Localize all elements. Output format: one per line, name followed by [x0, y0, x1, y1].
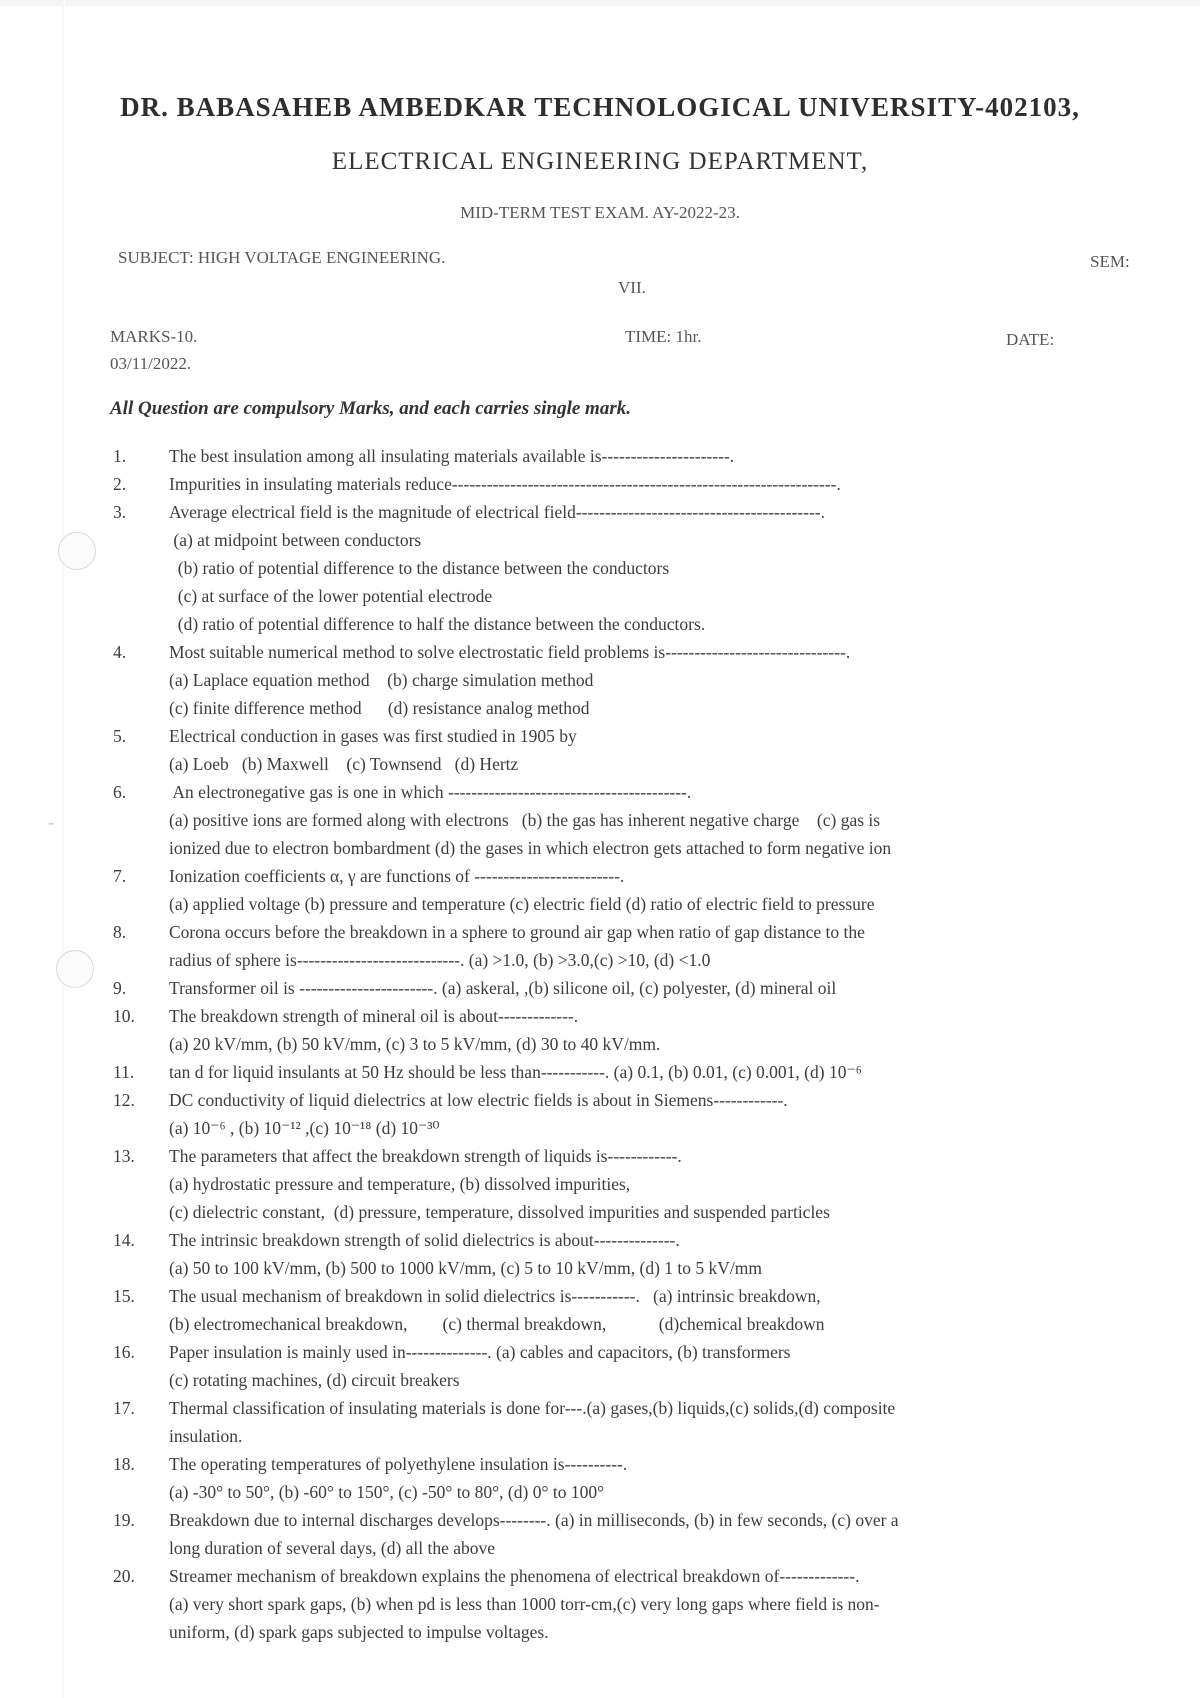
date-label: DATE: — [1006, 330, 1055, 349]
question-item — [113, 1002, 1173, 1058]
question-text: Transformer oil is -----------------------. (a) askeral, ,(b) silicone oil, (c) polyester, (d) mineral oil — [169, 978, 837, 998]
question-text: The best insulation among all insulating materials available is----------------------. — [169, 446, 735, 466]
question-number: 18. — [113, 1454, 135, 1474]
punch-hole-upper — [58, 532, 96, 570]
question-item — [113, 1142, 1173, 1226]
question-option-line: (c) finite difference method (d) resistance analog method — [169, 698, 590, 718]
question-item — [113, 974, 1173, 1002]
question-option-line: (a) very short spark gaps, (b) when pd is less than 1000 torr-cm,(c) very long gaps where field is non- — [169, 1594, 880, 1614]
question-option-line: (a) -30° to 50°, (b) -60° to 150°, (c) -50° to 80°, (d) 0° to 100° — [169, 1482, 605, 1502]
question-item — [113, 918, 1173, 974]
question-item — [113, 442, 1173, 470]
question-text: Thermal classification of insulating materials is done for---.(a) gases,(b) liquids,(c) solids,(d) composite — [169, 1398, 896, 1418]
question-text: Electrical conduction in gases was first studied in 1905 by — [169, 726, 577, 746]
question-number: 15. — [113, 1286, 135, 1306]
question-item — [113, 1086, 1173, 1142]
question-number: 11. — [113, 1062, 135, 1082]
question-text: The parameters that affect the breakdown strength of liquids is------------. — [169, 1146, 682, 1166]
question-option-line: (a) hydrostatic pressure and temperature, (b) dissolved impurities, — [169, 1174, 631, 1194]
question-list — [113, 442, 1173, 1646]
question-item — [113, 862, 1173, 918]
question-option-line: radius of sphere is----------------------------. (a) >1.0, (b) >3.0,(c) >10, (d) <1.0 — [169, 950, 711, 970]
question-option-line: (c) dielectric constant, (d) pressure, temperature, dissolved impurities and suspended particles — [169, 1202, 830, 1222]
scan-top-edge — [0, 0, 1200, 6]
question-item — [113, 1282, 1173, 1338]
question-text: The usual mechanism of breakdown in solid dielectrics is-----------. (a) intrinsic breakdown, — [169, 1286, 821, 1306]
question-option-line: (a) 10⁻⁶ , (b) 10⁻¹² ,(c) 10⁻¹⁸ (d) 10⁻³⁰ — [169, 1118, 440, 1138]
question-text: Streamer mechanism of breakdown explains the phenomena of electrical breakdown of-------------. — [169, 1566, 860, 1586]
question-item — [113, 778, 1173, 862]
question-number: 7. — [113, 866, 127, 886]
question-option-line: insulation. — [169, 1426, 243, 1446]
question-option-line: (a) Laplace equation method (b) charge simulation method — [169, 670, 594, 690]
question-item — [113, 722, 1173, 778]
punch-hole-lower — [56, 950, 94, 988]
department-name: ELECTRICAL ENGINEERING DEPARTMENT, — [331, 148, 869, 175]
question-text: Ionization coefficients α, γ are functions of -------------------------. — [169, 866, 625, 886]
question-number: 16. — [113, 1342, 135, 1362]
question-text: Paper insulation is mainly used in--------------. (a) cables and capacitors, (b) transformers — [169, 1342, 791, 1362]
scan-left-edge — [62, 0, 65, 1698]
question-option-line: ionized due to electron bombardment (d) the gases in which electron gets attached to form negative ion — [169, 838, 892, 858]
question-text: DC conductivity of liquid dielectrics at low electric fields is about in Siemens------------. — [169, 1090, 788, 1110]
question-text: The operating temperatures of polyethylene insulation is----------. — [169, 1454, 628, 1474]
question-text: The intrinsic breakdown strength of solid dielectrics is about--------------. — [169, 1230, 680, 1250]
question-text: Breakdown due to internal discharges develops--------. (a) in milliseconds, (b) in few seconds, (c) over a — [169, 1510, 899, 1530]
question-number: 6. — [113, 782, 127, 802]
question-number: 3. — [113, 502, 127, 522]
question-number: 1. — [113, 446, 127, 466]
question-number: 8. — [113, 922, 127, 942]
question-number: 2. — [113, 474, 127, 494]
university-name: DR. BABASAHEB AMBEDKAR TECHNOLOGICAL UNIVERSITY-402103, — [120, 92, 1080, 122]
question-item — [113, 1450, 1173, 1506]
question-number: 19. — [113, 1510, 135, 1530]
question-item — [113, 1506, 1173, 1562]
date-value: 03/11/2022. — [110, 354, 192, 373]
question-item — [113, 638, 1173, 722]
question-option-line: (c) rotating machines, (d) circuit breakers — [169, 1370, 460, 1390]
question-item — [113, 1338, 1173, 1394]
question-option-line: uniform, (d) spark gaps subjected to impulse voltages. — [169, 1622, 549, 1642]
question-number: 9. — [113, 978, 127, 998]
question-option-line: (a) 20 kV/mm, (b) 50 kV/mm, (c) 3 to 5 kV/mm, (d) 30 to 40 kV/mm. — [169, 1034, 661, 1054]
question-option-line: (b) electromechanical breakdown, (c) thermal breakdown, (d)chemical breakdown — [169, 1314, 825, 1334]
question-option-line: (b) ratio of potential difference to the distance between the conductors — [169, 558, 670, 578]
question-item — [113, 1562, 1173, 1646]
question-option-line: (a) applied voltage (b) pressure and temperature (c) electric field (d) ratio of electric field to pressure — [169, 894, 875, 914]
question-item — [113, 470, 1173, 498]
question-option-line: (a) Loeb (b) Maxwell (c) Townsend (d) Hertz — [169, 754, 519, 774]
question-text: Corona occurs before the breakdown in a sphere to ground air gap when ratio of gap distance to the — [169, 922, 865, 942]
sem-label: SEM: — [1090, 252, 1130, 271]
scan-mark: - — [48, 812, 54, 832]
instructions: All Question are compulsory Marks, and each carries single mark. — [110, 398, 631, 419]
question-number: 10. — [113, 1006, 135, 1026]
question-item — [113, 498, 1173, 638]
sem-value: VII. — [618, 278, 646, 297]
question-text: Average electrical field is the magnitude of electrical field------------------------------------------. — [169, 502, 825, 522]
subject-line: SUBJECT: HIGH VOLTAGE ENGINEERING. — [118, 248, 446, 267]
question-number: 17. — [113, 1398, 135, 1418]
question-number: 5. — [113, 726, 127, 746]
question-number: 13. — [113, 1146, 135, 1166]
question-text: Most suitable numerical method to solve electrostatic field problems is-------------------------------. — [169, 642, 851, 662]
question-option-line: (a) positive ions are formed along with electrons (b) the gas has inherent negative charge (c) gas is — [169, 810, 881, 830]
question-item — [113, 1226, 1173, 1282]
question-text: An electronegative gas is one in which -----------------------------------------. — [169, 782, 692, 802]
question-number: 4. — [113, 642, 127, 662]
question-option-line: (c) at surface of the lower potential electrode — [169, 586, 493, 606]
question-text: tan d for liquid insulants at 50 Hz should be less than-----------. (a) 0.1, (b) 0.01, (c) 0.001, (d) 10⁻⁶ — [169, 1062, 862, 1082]
exam-title: MID-TERM TEST EXAM. AY-2022-23. — [460, 203, 740, 222]
question-text: The breakdown strength of mineral oil is about-------------. — [169, 1006, 579, 1026]
marks-line: MARKS-10. — [110, 327, 198, 346]
time-line: TIME: 1hr. — [625, 327, 702, 346]
question-number: 20. — [113, 1566, 135, 1586]
question-number: 14. — [113, 1230, 135, 1250]
question-option-line: long duration of several days, (d) all the above — [169, 1538, 496, 1558]
question-option-line: (a) 50 to 100 kV/mm, (b) 500 to 1000 kV/mm, (c) 5 to 10 kV/mm, (d) 1 to 5 kV/mm — [169, 1258, 763, 1278]
question-option-line: (d) ratio of potential difference to half the distance between the conductors. — [169, 614, 706, 634]
question-text: Impurities in insulating materials reduce------------------------------------------------------------------. — [169, 474, 841, 494]
question-option-line: (a) at midpoint between conductors — [169, 530, 422, 550]
question-item — [113, 1394, 1173, 1450]
question-number: 12. — [113, 1090, 135, 1110]
question-item — [113, 1058, 1173, 1086]
